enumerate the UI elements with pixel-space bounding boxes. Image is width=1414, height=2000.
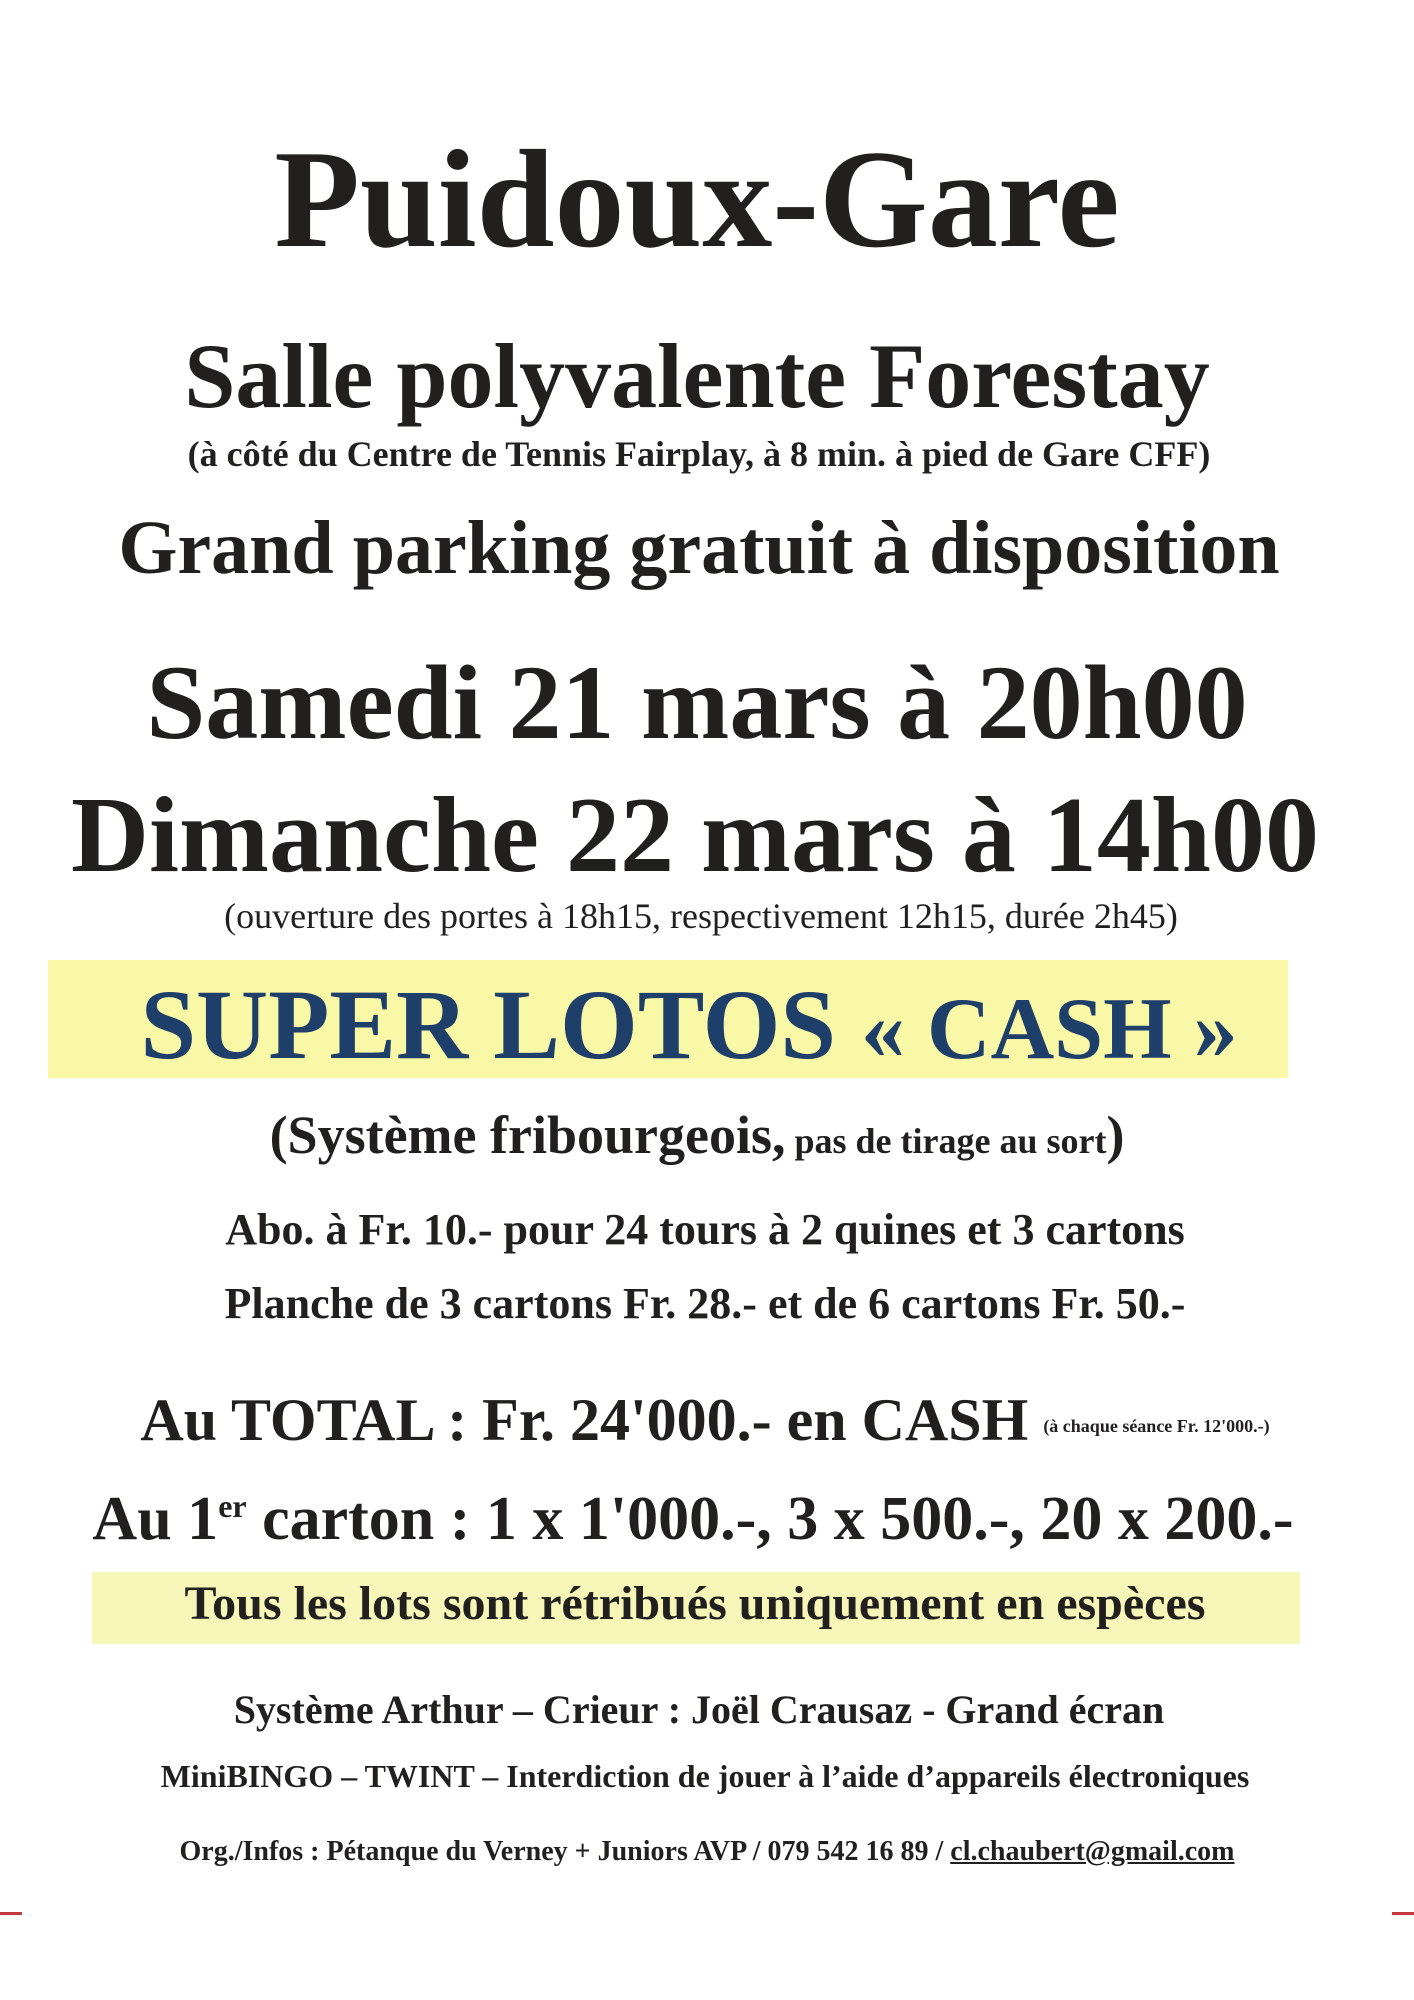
parking-info: Grand parking gratuit à disposition [118,506,1280,590]
game-system-note: pas de tirage au sort [785,1121,1107,1161]
organizer-text: Org./Infos : Pétanque du Verney + Juniors AVP / 079 542 16 89 / [179,1836,951,1867]
first-card-superscript: er [218,1488,247,1524]
sheet-prices: Planche de 3 cartons Fr. 28.- et de 6 cartons Fr. 50.- [224,1279,1186,1328]
event-title-cash: « CASH » [861,981,1238,1078]
total-prize-main: Au TOTAL : Fr. 24'000.- en CASH [140,1387,1029,1453]
total-prize [0,1387,1412,1453]
poster-title: Puidoux-Gare [274,122,1120,277]
venue-location-note: (à côté du Centre de Tennis Fairplay, à 8 min. à pied de Gare CFF) [187,434,1211,474]
event-date-sunday: Dimanche 22 mars à 14h00 [71,776,1319,895]
left-edge-mark [0,1912,22,1915]
subscription-price: Abo. à Fr. 10.- pour 24 tours à 2 quines et 3 cartons [225,1205,1185,1254]
event-title [0,969,1396,1080]
game-system [0,1105,1404,1165]
right-edge-mark [1392,1912,1414,1915]
venue-name: Salle polyvalente Forestay [184,325,1210,427]
organizer-info [0,1838,1414,1866]
first-card-values: carton : 1 x 1'000.-, 3 x 500.-, 20 x 200.- [246,1485,1294,1553]
game-system-close: ) [1106,1105,1125,1165]
first-card-prefix: Au 1 [92,1485,219,1553]
doors-opening-note: (ouverture des portes à 18h15, respectivement 12h15, durée 2h45) [224,896,1178,936]
minibingo-twint-rules: MiniBINGO – TWINT – Interdiction de jouer à l’aide d’appareils électroniques [160,1758,1250,1794]
system-caller-screen: Système Arthur – Crieur : Joël Crausaz - Grand écran [233,1687,1165,1732]
cash-only-notice: Tous les lots sont rétribués uniquement en espèces [184,1577,1206,1630]
organizer-email[interactable]: cl.chaubert@gmail.com [950,1836,1235,1867]
event-date-saturday: Samedi 21 mars à 20h00 [146,644,1248,761]
game-system-main: (Système fribourgeois, [269,1105,786,1165]
first-card-prizes [0,1485,1400,1553]
total-prize-per-session: (à chaque séance Fr. 12'000.-) [1043,1416,1270,1437]
event-title-main: SUPER LOTOS [140,969,862,1080]
